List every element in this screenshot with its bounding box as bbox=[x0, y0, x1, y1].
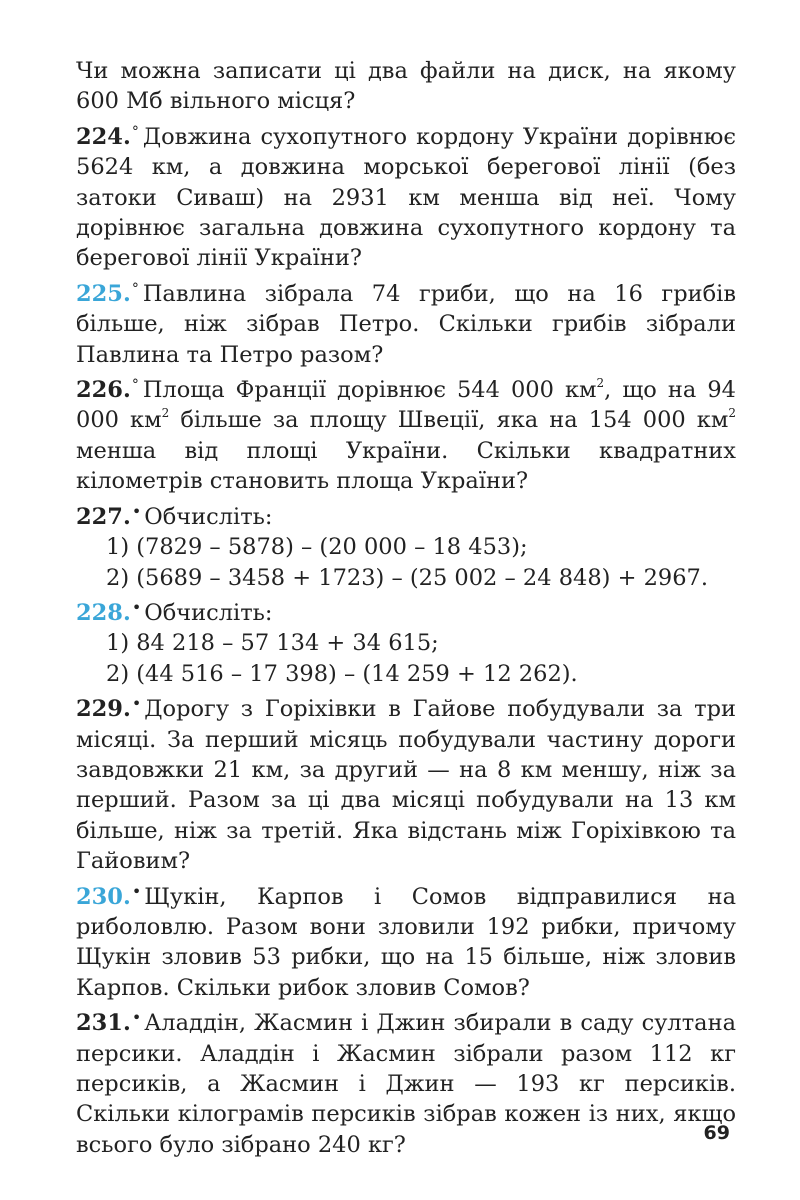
problem-text: Довжина сухопутного кордону України дорівнює 5624 км, а довжина морської берегової лінії (без затоки Сиваш) на 2931 км менша від неї. Чому дорівнює загальна довжина сухопутного кордону та берегової лінії України? bbox=[76, 123, 736, 272]
problem-text: Щукін, Карпов і Сомов відправилися на риболовлю. Разом вони зловили 192 рибки, причому Щукін зловив 53 рибки, що на 15 більше, ніж зловив Карпов. Скільки рибок зловив Сомов? bbox=[76, 883, 736, 1001]
problem-text-part: більше за площу Швеції, яка на 154 000 км bbox=[169, 407, 729, 434]
list-item: 2) (44 516 – 17 398) – (14 259 + 12 262). bbox=[106, 660, 578, 687]
problem-text: Аладдін, Жасмин і Джин збирали в саду султана персики. Аладдін і Жасмин зібрали разом 112 кг персиків, а Жасмин і Джин — 193 кг персиків. Скільки кілограмів персиків зібрав кожен із них, якщо всього було зібрано 240 кг? bbox=[76, 1010, 736, 1158]
problem-number: 226. bbox=[76, 377, 131, 404]
difficulty-mark: • bbox=[131, 881, 142, 901]
superscript: 2 bbox=[728, 406, 736, 421]
problem-230 bbox=[76, 877, 736, 1004]
list-item: 1) (7829 – 5878) – (20 000 – 18 453); bbox=[106, 534, 528, 561]
problem-number: 230. bbox=[76, 883, 131, 910]
intro-paragraph: Чи можна записати ці два файли на диск, на якому 600 Мб вільного місця? bbox=[76, 58, 736, 115]
page-number: 69 bbox=[703, 1122, 730, 1144]
problem-228 bbox=[76, 593, 736, 628]
problem-225 bbox=[76, 274, 736, 370]
list-item: 1) 84 218 – 57 134 + 34 615; bbox=[106, 630, 439, 657]
page-content bbox=[76, 56, 736, 1160]
difficulty-mark: • bbox=[131, 597, 142, 617]
difficulty-mark: ° bbox=[131, 123, 139, 140]
difficulty-mark: • bbox=[131, 1008, 142, 1028]
list-item: 2) (5689 – 3458 + 1723) – (25 002 – 24 848) + 2967. bbox=[106, 564, 708, 591]
superscript: 2 bbox=[596, 376, 605, 391]
difficulty-mark: • bbox=[131, 501, 142, 521]
problem-227 bbox=[76, 497, 736, 532]
problem-number: 231. bbox=[76, 1010, 131, 1037]
problem-text: Павлина зібрала 74 гриби, що на 16 грибів більше, ніж зібрав Петро. Скільки грибів зібрали Павлина та Петро разом? bbox=[76, 280, 736, 368]
problem-text: Обчисліть: bbox=[144, 599, 273, 626]
superscript: 2 bbox=[161, 406, 170, 421]
problem-229 bbox=[76, 689, 736, 876]
problem-text: Дорогу з Горіхівки в Гайове побудували за три місяці. За перший місяць побудували частину дороги завдовжки 21 км, за другий — на 8 км меншу, ніж за перший. Разом за ці два місяці побудували на 13 км більше, ніж за третій. Яка відстань між Горіхівкою та Гайовим? bbox=[76, 696, 736, 875]
problem-number: 224. bbox=[76, 123, 131, 150]
difficulty-mark: ° bbox=[131, 280, 139, 297]
problem-number: 228. bbox=[76, 599, 131, 626]
problem-number: 225. bbox=[76, 280, 131, 307]
problem-226 bbox=[76, 370, 736, 497]
difficulty-mark: • bbox=[131, 694, 142, 714]
difficulty-mark: ° bbox=[131, 377, 139, 394]
problem-text: Обчисліть: bbox=[144, 503, 273, 530]
problem-text-part: менша від площі України. Скільки квадратних кілометрів становить площа України? bbox=[76, 437, 736, 495]
problem-number: 229. bbox=[76, 696, 131, 723]
problem-text-part: Площа Франції дорівнює 544 000 км bbox=[142, 377, 597, 404]
problem-231 bbox=[76, 1003, 736, 1160]
problem-227-items bbox=[76, 532, 736, 593]
problem-number: 227. bbox=[76, 503, 131, 530]
problem-224 bbox=[76, 117, 736, 274]
problem-text-part: , що на 94 000 км bbox=[76, 377, 736, 434]
problem-228-items bbox=[76, 628, 736, 689]
